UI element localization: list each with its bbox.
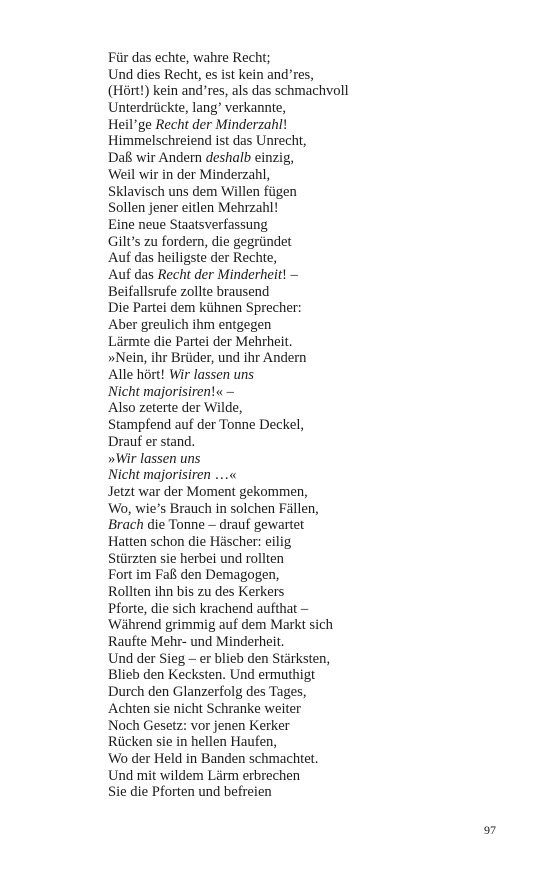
- poem-line-text: die Tonne – drauf gewartet: [143, 517, 305, 534]
- poem-line-text: Sollen jener eitlen Mehrzahl!: [108, 200, 279, 217]
- poem-line-text: Sie die Pforten und befreien: [108, 784, 272, 801]
- poem-line: [108, 701, 508, 718]
- poem-line: [108, 467, 508, 484]
- poem-line-text: (Hört!) kein and’res, als das schmachvoll: [108, 83, 349, 100]
- poem-line: [108, 634, 508, 651]
- poem-line: [108, 484, 508, 501]
- poem-line-text: Pforte, die sich krachend aufthat –: [108, 600, 309, 617]
- poem-line-italic-text: Nicht majorisiren: [108, 467, 211, 484]
- poem-line-text: !« –: [210, 383, 234, 400]
- poem-line: [108, 417, 508, 434]
- poem-line-text: »Nein, ihr Brüder, und ihr Andern: [108, 350, 307, 367]
- poem-line-text: Stürzten sie herbei und rollten: [108, 550, 284, 567]
- poem-line-italic-text: Brach: [108, 517, 144, 534]
- poem-line: [108, 284, 508, 301]
- poem-line: [108, 350, 508, 367]
- poem-line: [108, 784, 508, 801]
- poem-line-text: Also zeterte der Wilde,: [108, 400, 243, 417]
- poem-line: [108, 601, 508, 618]
- poem-line: [108, 434, 508, 451]
- poem-line: [108, 300, 508, 317]
- poem-line-text: Und dies Recht, es ist kein and’res,: [108, 66, 314, 83]
- poem-line: [108, 184, 508, 201]
- poem-line-text: Lärmte die Partei der Mehrheit.: [108, 333, 293, 350]
- poem-line-text: Hatten schon die Häscher: eilig: [108, 533, 292, 550]
- poem-line: [108, 501, 508, 518]
- poem-line: [108, 400, 508, 417]
- poem-line-text: Achten sie nicht Schranke weiter: [108, 700, 301, 717]
- poem-line: [108, 367, 508, 384]
- poem-line-text: Während grimmig auf dem Markt sich: [108, 617, 333, 634]
- poem-line: [108, 768, 508, 785]
- poem-line-text: Auf das: [108, 266, 158, 283]
- poem-line-text: Noch Gesetz: vor jenen Kerker: [108, 717, 290, 734]
- poem-line-text: Rollten ihn bis zu des Kerkers: [108, 584, 285, 600]
- poem-line-text: Blieb den Kecksten. Und ermuthigt: [108, 667, 316, 684]
- poem-line-text: einzig,: [251, 150, 295, 167]
- poem-line-text: Und der Sieg – er blieb den Stärksten,: [108, 650, 331, 667]
- poem-line-text: Für das echte, wahre Recht;: [108, 50, 271, 66]
- poem-line-text: …«: [210, 467, 237, 484]
- poem-line-text: Alle hört!: [108, 367, 169, 384]
- poem-line-text: Gilt’s zu fordern, die gegründet: [108, 233, 292, 250]
- poem-line-italic-text: Wir lassen uns: [168, 367, 254, 384]
- poem-line-text: Und mit wildem Lärm erbrechen: [108, 767, 301, 784]
- poem-line-text: Sklavisch uns dem Willen fügen: [108, 183, 297, 200]
- poem-line: [108, 100, 508, 117]
- poem-line-text: Fort im Faß den Demagogen,: [108, 567, 280, 584]
- poem-line-text: Drauf er stand.: [108, 433, 196, 450]
- poem-line-text: Aber greulich ihm entgegen: [108, 317, 272, 333]
- page-number: 97: [484, 823, 496, 837]
- poem-line-italic-text: deshalb: [205, 150, 252, 167]
- poem-line: [108, 200, 508, 217]
- poem-line-italic-text: Wir lassen uns: [115, 450, 201, 467]
- poem-line-text: Unterdrückte, lang’ verkannte,: [108, 100, 287, 117]
- poem-line-text: Heil’ge: [108, 116, 156, 133]
- poem-line: [108, 734, 508, 751]
- poem-line-text: Jetzt war der Moment gekommen,: [108, 483, 308, 500]
- poem-line: [108, 133, 508, 150]
- poem-line: [108, 83, 508, 100]
- poem-line: [108, 751, 508, 768]
- poem-line: [108, 684, 508, 701]
- poem-line: [108, 384, 508, 401]
- poem-line: [108, 117, 508, 134]
- poem-line: [108, 718, 508, 735]
- poem-line: [108, 617, 508, 634]
- poem-line-text: Raufte Mehr- und Minderheit.: [108, 634, 285, 651]
- poem-line: [108, 50, 508, 67]
- poem-line-text: Auf das heiligste der Rechte,: [108, 250, 277, 267]
- poem-line: [108, 217, 508, 234]
- poem-line-text: Die Partei dem kühnen Sprecher:: [108, 300, 302, 317]
- poem-line: [108, 667, 508, 684]
- poem-line-text: Stampfend auf der Tonne Deckel,: [108, 417, 305, 434]
- poem-line-italic-text: Nicht majorisiren: [108, 383, 211, 400]
- poem-line-italic-text: Recht der Minderzahl: [155, 116, 283, 133]
- poem-line-text: Weil wir in der Minderzahl,: [108, 166, 271, 183]
- poem-line: [108, 167, 508, 184]
- poem-line: [108, 67, 508, 84]
- poem-line: [108, 584, 508, 601]
- poem-line: [108, 150, 508, 167]
- poem-line: [108, 551, 508, 568]
- poem-line-text: !: [282, 116, 288, 133]
- poem-text: [108, 50, 508, 801]
- poem-line: [108, 334, 508, 351]
- poem-line-text: Wo, wie’s Brauch in solchen Fällen,: [108, 500, 319, 517]
- poem-line: [108, 267, 508, 284]
- poem-line: [108, 567, 508, 584]
- poem-line: [108, 234, 508, 251]
- poem-line-text: Daß wir Andern: [108, 150, 206, 167]
- poem-line-text: ! –: [282, 266, 298, 283]
- poem-line: [108, 517, 508, 534]
- poem-line-text: Durch den Glanzerfolg des Tages,: [108, 684, 307, 701]
- poem-line-italic-text: Recht der Minderheit: [157, 266, 283, 283]
- poem-line: [108, 534, 508, 551]
- poem-line: [108, 250, 508, 267]
- poem-line: [108, 317, 508, 334]
- poem-line-text: »: [108, 450, 116, 467]
- poem-line-text: Eine neue Staatsverfassung: [108, 216, 268, 233]
- poem-line: [108, 451, 508, 468]
- poem-line-text: Himmelschreiend ist das Unrecht,: [108, 133, 307, 150]
- poem-line-text: Rücken sie in hellen Haufen,: [108, 734, 277, 751]
- poem-line-text: Wo der Held in Banden schmachtet.: [108, 750, 319, 767]
- poem-line: [108, 651, 508, 668]
- poem-line-text: Beifallsrufe zollte brausend: [108, 283, 270, 300]
